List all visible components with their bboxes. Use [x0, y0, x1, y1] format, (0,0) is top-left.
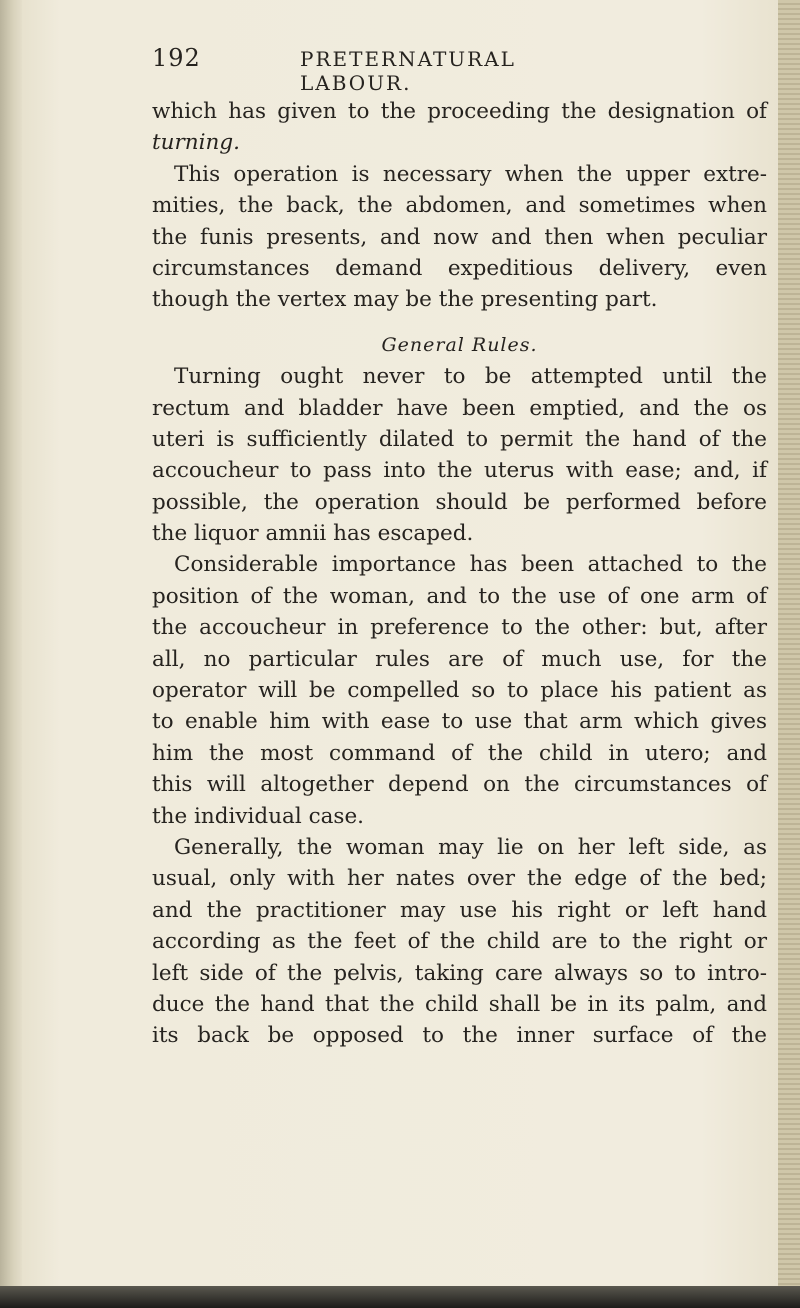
text-line: the individual case. [152, 803, 365, 829]
text-line: rectum and bladder have been emptied, and the os [152, 395, 767, 421]
page-header [152, 44, 632, 95]
text-line: Generally, the woman may lie on her left side, as [174, 834, 767, 860]
text-line: the accoucheur in preference to the other: but, after [152, 615, 767, 641]
text-line: possible, the operation should be performed before [152, 489, 767, 515]
section-heading: General Rules. [381, 333, 538, 356]
text-line: operator will be compelled so to place his patient as [152, 678, 767, 704]
text-line: circumstances demand expeditious delivery, even [152, 255, 767, 281]
text-line: mities, the back, the abdomen, and sometimes when [152, 193, 767, 219]
book-spine-shadow [0, 0, 22, 1308]
text-line: This operation is necessary when the upper extre- [174, 161, 767, 187]
text-line: to enable him with ease to use that arm which gives [152, 709, 767, 735]
text-line: accoucheur to pass into the uterus with ease; and, if [152, 458, 767, 484]
text-line: all, no particular rules are of much use, for the [152, 646, 767, 672]
text-line: him the most command of the child in utero; and [152, 740, 767, 766]
text-line: according as the feet of the child are to the right or [152, 929, 767, 955]
text-line: Considerable importance has been attached to the [174, 552, 767, 578]
text-line: its back be opposed to the inner surface of the [152, 1023, 767, 1049]
page-number: 192 [152, 44, 201, 72]
text-line: though the vertex may be the presenting part. [152, 287, 658, 313]
body-text [152, 96, 767, 1052]
text-line: and the practitioner may use his right or left hand [152, 897, 767, 923]
text-line: the funis presents, and now and then when peculiar [152, 224, 767, 250]
text-line: duce the hand that the child shall be in its palm, and [152, 991, 767, 1017]
text-line: this will altogether depend on the circumstances of [152, 772, 767, 798]
text-line: the liquor amnii has escaped. [152, 521, 474, 547]
text-line: which has given to the proceeding the designation of [152, 99, 767, 124]
text-line: uteri is sufficiently dilated to permit the hand of the [152, 426, 767, 452]
text-line: position of the woman, and to the use of one arm of [152, 583, 767, 609]
page-edge [778, 0, 800, 1308]
text-line: turning. [152, 130, 240, 156]
running-title: PRETERNATURAL LABOUR. [300, 47, 516, 95]
scan-bottom-edge [0, 1286, 800, 1308]
text-line: usual, only with her nates over the edge of the bed; [152, 866, 767, 892]
text-line: Turning ought never to be attempted until the [174, 364, 767, 390]
text-line: left side of the pelvis, taking care always so to intro- [152, 960, 767, 986]
